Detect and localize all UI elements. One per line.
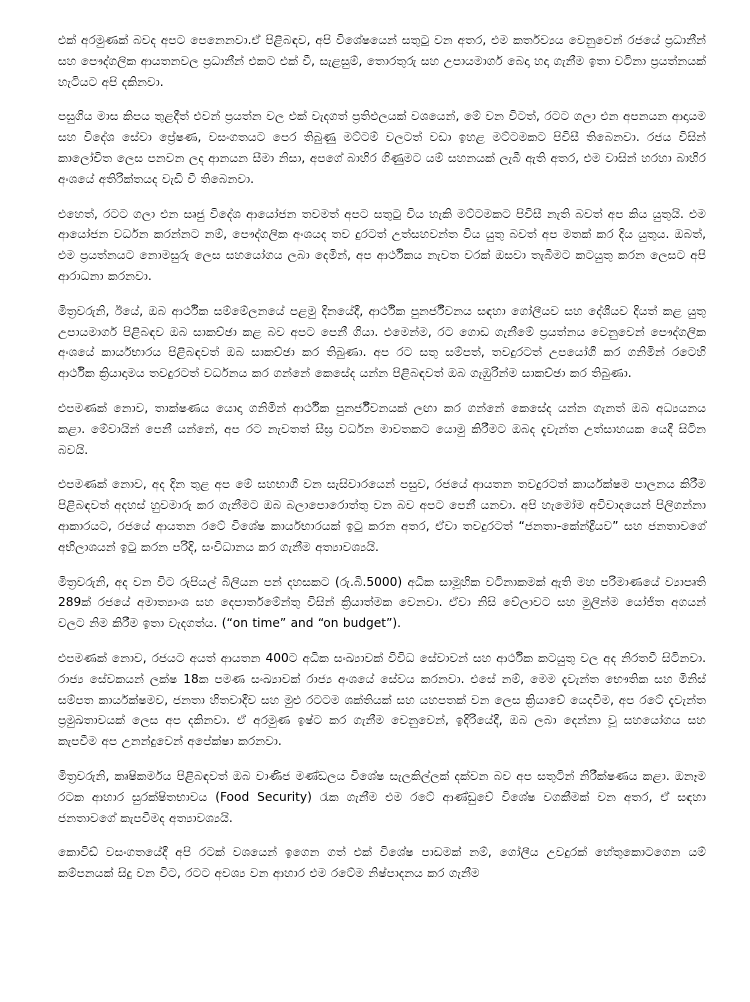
paragraph-state-institutions: එපමණක් නොව, අද දින තුළ අප මේ සහභාගී වන සැසිවාරයෙන් පසුව, රජයේ ආයතන තවදුරටත් කාර්යක්ෂම පාලනය කිරීම පිළිබඳවත් අදහස් හුවමාරු කර ගැනීමට ඔබ බලාපොරොත්තු වන බව අපට පෙනී යනවා. අපි හැමෝම අවිවාදයෙන් පිලිගන්නා ආකාරයට, රජයේ ආයතන රටේ විශේෂ කාර්යභාරයක් ඉටු කරන අතර, ඒවා තවදුරටත් “ජනතා-කේන්ද්‍රීයව” සහ ජනතාවගේ අභිලාශයන් ඉටු කරන පරිදි, සංවිධානය කර ගැනීම අත්‍යාවශ්‍යයි.	[58, 477, 706, 554]
paragraph-export-income: පසුගිය මාස කිපය තුළදීත් එවන් ප්‍රයත්න වල එක් වැදගත් ප්‍රතිඵලයක් වශයෙන්, මේ වන විටත්, රටට ගලා එන අපනයන ආදායම සහ විදේශ සේවා ප්‍රේෂණ, වසංගතයට පෙර තිබුණු මට්ටම් වලටත් වඩා ඉහළ මට්ටමකට පිවිසී තිබෙනවා. රජය විසින් කාලෝචිත ලෙස පනවන ලද ආනයන සීමා නිසා, අපගේ බාහිර ගිණුමට යම් සහනයක් ලැබී ඇති අතර, එම වාසින් හරහා බාහිර අංශයේ අතිරික්තයද වැඩි වී තිබෙනවා.	[58, 109, 706, 186]
paragraph-covid-lesson: කොවිඩ් වසංගතයේදී අපි රටක් වශයෙන් ඉගෙන ගත් එක් විශේෂ පාඩමක් නම්, ගෝලීය උවදුරක් හේතුකොටගෙන යම් කම්පනයක් සිදු වන විට, රටට අවශ්‍ය වන ආහාර එම රටේම නිෂ්පාදනය කර ගැනීම	[58, 845, 706, 881]
paragraph-agriculture-food-security: මිත්‍රවරුනි, කෘෂිකර්මය පිළිබඳවත් ඔබ වාණිජ මණ්ඩලය විශේෂ සැලකිල්ලක් දක්වන බව අප සතුටින් නිරීක්ෂණය කළා. ඔනෑම රටක ආහාර සුරක්ෂිතභාවය (Food Security) රැක ගැනීම එම රටේ ආණ්ඩුවේ විශේෂ වගකීමක් වන අතර, ඒ සඳහා ජනතාවගේ කැපවීමද අත්‍යාවශ්‍යයි.	[58, 768, 706, 825]
paragraph-economic-summit: මිත්‍රවරුනි, ඊයේ, ඔබ ආර්ථික සම්මේලනයේ පළමු දිනයේදී, ආර්ථික පුනර්ජීවනය සඳහා ගෝලීයව සහ දේශීයව දියත් කළ යුතු උපායමාර්ග පිළිබඳව ඔබ සාකච්ඡා කළ බව අපට පෙනී ගියා. එමෙන්ම, රට ගොඩ ගැනීමේ ප්‍රයත්නය වෙනුවෙන් පෞද්ගලික අංශයේ කාර්යභාරය පිළිබඳවත් ඔබ සාකච්ඡා කර තිබුණා. අප රට සතු සම්පත්, තවදුරටත් උපයෝගී කර ගනිමින් රටෙහි ආර්ථික ක්‍රියාදාමය තවදුරටත් වර්ධනය කර ගන්නේ කෙසේද යන්න පිළිබඳවත් ඔබ ගැඹුරින්ම සාකච්ඡා කර තිබුණා.	[58, 303, 706, 381]
paragraph-foreign-investment: එහෙත්, රටට ගලා එන සෘජු විදේශ ආයෝජන තවමත් අපට සතුටු විය හැකි මට්ටමකට පිවිසී නැති බවත් අප කිය යුතුයි. එම ආයෝජන වර්ධන කරන්නට නම්, පෞද්ගලික අංශයද තව දුරටත් උත්සහවන්ත විය යුතු බවත් අප මතක් කර දිය යුතුය. ඔබත්, එම ප්‍රයත්නයට නොමසුරු ලෙස සහයෝගය ලබා දෙමින්, අප ආර්ථිකය නැවත වරක් ඔසවා තැබීමට කටයුතු කරන ලෙසට අපි ආරාධනා කරනවා.	[58, 206, 706, 283]
paragraph-intro-objective: එක් අරමුණක් බවද අපට පෙනෙනවා.ඒ පිළිබඳව, අපි විශේෂයෙන් සතුටු වන අතර, එම කර්තව්‍යය වෙනුවෙන් රජයේ ප්‍රධානීන් සහ පෞද්ගලික ආයතනවල ප්‍රධානීන් එකට එක් වී, සැළසුම්, තොරතුරු සහ උපායමාර්ග බෙදා හදා ගැනීම ඉතා වටිනා ප්‍රයත්නයක් හැටියට අපි දකිනවා.	[58, 33, 706, 89]
paragraph-state-enterprises: එපමණක් නොව, රජයට අයත් ආයතන 400ට අධික සංඛ්‍යාවක් විවිධ සේවාවන් සහ ආර්ථික කටයුතු වල අද නිරතවී සිටිනවා. රාජ්‍ය සේවකයන් ලක්ෂ 18ක පමණ සංඛ්‍යාවක් රාජ්‍ය අංශයේ සේවය කරනවා. එසේ නම්, මෙම දැවැන්ත භෞතික සහ මිනිස් සම්පත කාර්යක්ෂමව, ජනතා හිතවාදීව සහ මුළු රටටම ශක්තියක් සහ යහපතක් වන ලෙස ක්‍රියාවේ යෙදවීම, අප රටේ දැවැන්ත ප්‍රමුඛතාවයක් ලෙස අප දකිනවා. ඒ අරමුණ ඉෂ්ට කර ගැනීම වෙනුවෙන්, ඉදිරියේදී, ඔබ ලබා දෙන්නා වූ සහයෝගය සහ කැපවීම අප උනන්දුවෙන් අපේක්ෂා කරනවා.	[58, 650, 706, 749]
paragraph-technology-revival: එපමණක් නොව, තාක්ෂණය යොදා ගනිමින් ආර්ථික පුනර්ජීවනයක් ලඟා කර ගන්නේ කෙසේද යන්න ගැනත් ඔබ අධ්‍යයනය කළා. මේවායින් පෙනී යන්නේ, අප රට නැවතත් සීඝ්‍ර වර්ධන මාවතකට යොමු කිරීමට ඔබද දැවැන්ත උත්සාහයක යෙදී සිටින බවයි.	[58, 400, 706, 457]
paragraph-large-projects: මිත්‍රවරුනි, අද වන විට රුපියල් බිලියන පන් දහසකට (රු.බි.5000) අධික සාමූහික වටිනාකමක් ඇති මහ පරිමාණයේ ව්‍යාපෘති 289ක් රජයේ අමාත්‍යාංශ සහ දෙපාර්තමේන්තු විසින් ක්‍රියාත්මක වෙනවා. ඒවා නිසි වේලාවට සහ මුලින්ම යෝජිත අගයන් වලට නිම කිරීම ඉතා වැදගත්ය. (“on time” and “on budget”).	[58, 574, 706, 631]
